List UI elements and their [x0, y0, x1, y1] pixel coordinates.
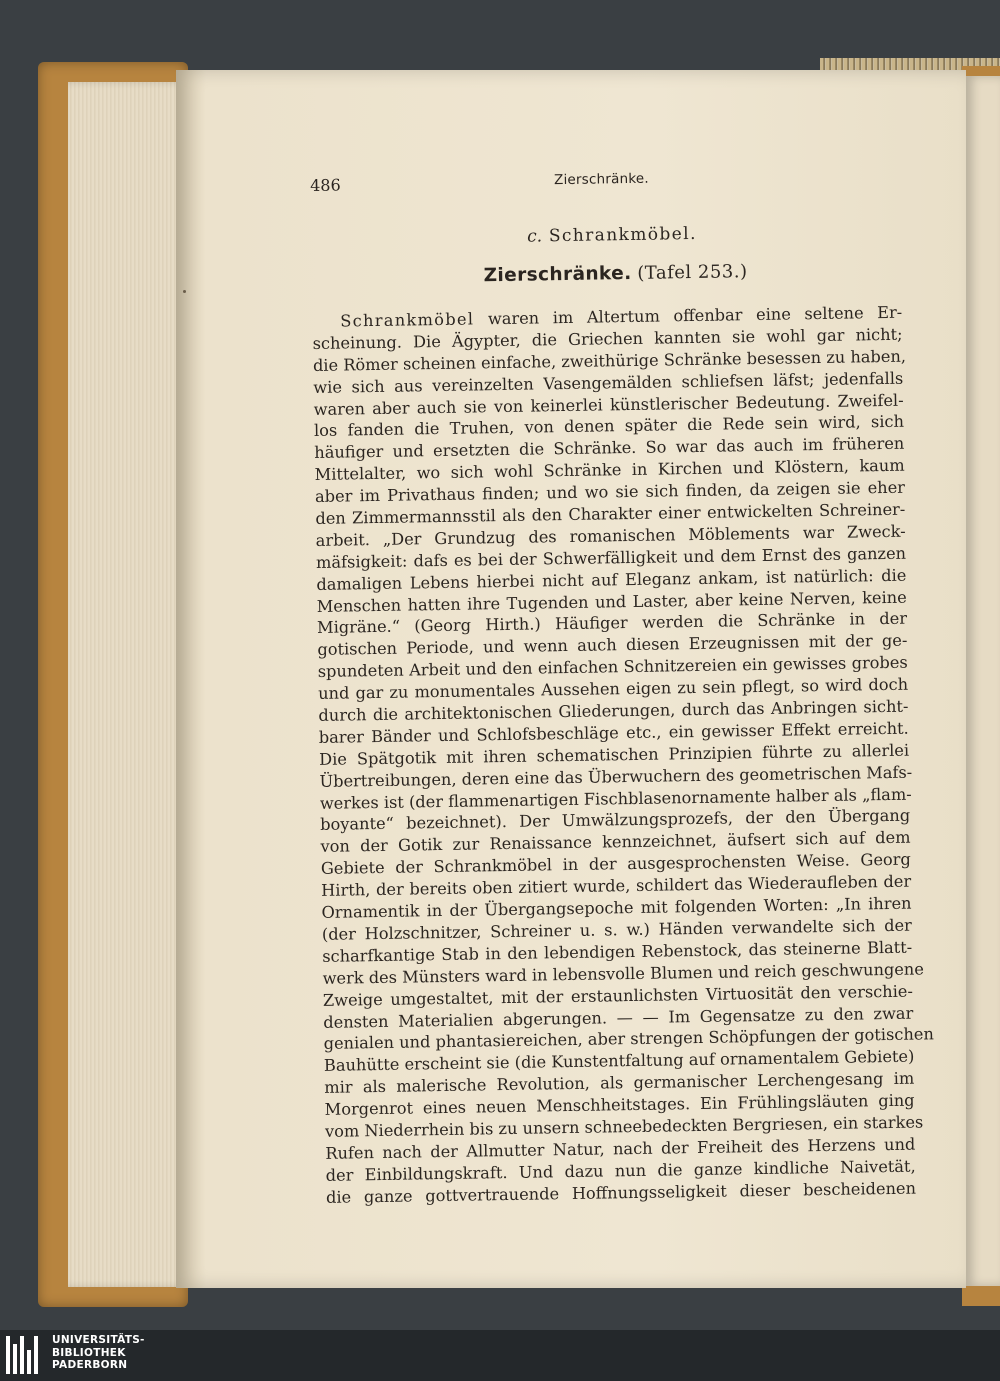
text-line: genialen und phantasiereichen, aber strengen Schöpfungen der gotischen: [323, 1024, 934, 1054]
text-line: mir als malerische Revolution, als germanischer Lerchengesang im: [324, 1068, 915, 1098]
text-line: waren aber auch sie von keinerlei künstlerischer Bedeutung. Zweifel-: [313, 390, 904, 419]
library-logo-icon: [6, 1336, 46, 1374]
section-marker: c.: [526, 226, 543, 247]
text-line: Ornamentik in der Übergangsepoche mit folgenden Worten: „In ihren: [321, 893, 912, 922]
text-line: Hirth, der bereits oben zitiert wurde, schildert das Wiederaufleben der: [321, 871, 912, 901]
chapter-title: [311, 259, 901, 289]
text-line: und gar zu monumentales Aussehen eigen zu sein pflegt, so wird doch: [317, 674, 909, 704]
page-text: [310, 167, 934, 1209]
text-line: Rufen nach der Allmutter Natur, nach der Freiheit des Herzens und: [325, 1134, 916, 1163]
text-line: den Zimmermannsstil als den Charakter einer entwickelten Schreiner-: [315, 499, 906, 528]
page-edges: [68, 82, 188, 1287]
text-line: densten Materialien abgerungen. — — Im Gegensatze zu den zwar: [323, 1003, 914, 1032]
text-line: scharfkantige Stab in den lebendigen Rebenstock, das steinerne Blatt-: [322, 937, 913, 966]
body-text: [312, 302, 934, 1209]
text-line: wie sich aus vereinzelten Vasengemälden schliefsen läfst; jedenfalls: [313, 368, 904, 397]
text-line: Migräne.“ (Georg Hirth.) Häufiger werden die Schränke in der: [316, 609, 908, 638]
page-number: 486: [310, 175, 341, 195]
lead-word: Schrankmöbel: [340, 309, 475, 331]
text-line: (der Holzschnitzer, Schreiner u. s. w.) Händen verwandelte sich der: [321, 915, 912, 944]
text-line: Menschen hatten ihre Tugenden und Laster, aber keine Nerven, keine: [316, 587, 907, 616]
text-line: spundeten Arbeit und den einfachen Schnitzereien ein gewisses grobes: [317, 652, 908, 682]
facing-page-edge: [966, 76, 1000, 1286]
text-line: häufiger und ersetzten die Schränke. So war das auch im früheren: [314, 434, 905, 463]
running-head: Zierschränke.: [553, 170, 649, 189]
text-line: durch die architektonischen Gliederungen, durch das Anbringen sicht-: [318, 696, 909, 725]
text-line: Zweige umgestaltet, mit der erstaunlichsten Virtuosität den verschie-: [322, 981, 914, 1010]
text-line: aber im Privathaus finden; und wo sie sich finden, da zeigen sie eher: [314, 477, 906, 507]
text-line: Bauhütte erscheint sie (die Kunstentfaltung auf ornamentalem Gebiete): [323, 1046, 915, 1076]
text-line: Mittelalter, wo sich wohl Schränke in Kirchen und Klöstern, kaum: [314, 455, 905, 485]
text-line: der Einbildungskraft. Und dazu nun die ganze kindliche Naivetät,: [325, 1156, 916, 1185]
text-line: gotischen Periode, und wenn auch diesen Erzeugnissen mit der ge-: [317, 631, 908, 660]
text-line: Übertreibungen, deren eine das Überwuchern des geometrischen Mafs-: [319, 762, 913, 791]
title-text: Zierschränke.: [483, 262, 632, 287]
library-line-2: BIBLIOTHEK: [52, 1346, 126, 1359]
library-name: [52, 1334, 145, 1372]
section-label: Schrankmöbel.: [548, 223, 697, 247]
text-line: arbeit. „Der Grundzug des romanischen Möblements war Zweck-: [315, 521, 906, 550]
plate-reference: (Tafel 253.): [637, 261, 748, 284]
text-line: von der Gotik zur Renaissance kennzeichnet, äufsert sich auf dem: [320, 828, 911, 857]
library-line-3: PADERBORN: [52, 1359, 128, 1371]
gutter-mark: [183, 290, 186, 293]
text-line: die ganze gottvertrauende Hoffnungsseligkeit dieser bescheidenen: [325, 1178, 917, 1207]
text-line: Morgenrot eines neuen Menschheitstages. Ein Frühlingsläuten ging: [324, 1090, 915, 1119]
text-line: boyante“ bezeichnet). Der Umwälzungsprozefs, der den Übergang: [320, 806, 911, 835]
text-line: werkes ist (der flammenartigen Fischblasenornamente halber als „flam-: [319, 784, 912, 813]
text-line: werk des Münsters ward in lebensvolle Blumen und reich geschwungene: [322, 959, 925, 988]
text-line: vom Niederrhein bis zu unsern schneebedeckten Bergriesen, ein starkes: [324, 1112, 924, 1141]
text-line: scheinung. Die Ägypter, die Griechen kannten sie wohl gar nicht;: [312, 324, 903, 353]
text-line: die Römer scheinen einfache, zweithürige Schränke besessen zu haben,: [312, 346, 907, 375]
text-line: barer Bänder und Schlofsbeschläge etc., ein gewisser Effekt erreicht.: [318, 718, 909, 747]
first-line-rest: waren im Altertum offenbar eine seltene Er-: [487, 302, 903, 329]
text-line: los fanden die Truhen, von denen später die Rede sein wird, sich: [313, 412, 905, 441]
text-line: Gebiete der Schrankmöbel in der ausgesprochensten Weise. Georg: [320, 849, 911, 879]
library-line-1: UNIVERSITÄTS-: [52, 1334, 145, 1346]
text-line: mäfsigkeit: dafs es bei der Schwerfälligkeit und dem Ernst des ganzen: [315, 543, 907, 572]
text-line: Die Spätgotik mit ihren schematischen Prinzipien führte zu allerlei: [319, 740, 910, 769]
section-heading: [311, 221, 901, 250]
library-footer: [0, 1330, 1000, 1381]
text-line: damaligen Lebens hierbei nicht auf Eleganz ankam, ist natürlich: die: [316, 565, 907, 594]
